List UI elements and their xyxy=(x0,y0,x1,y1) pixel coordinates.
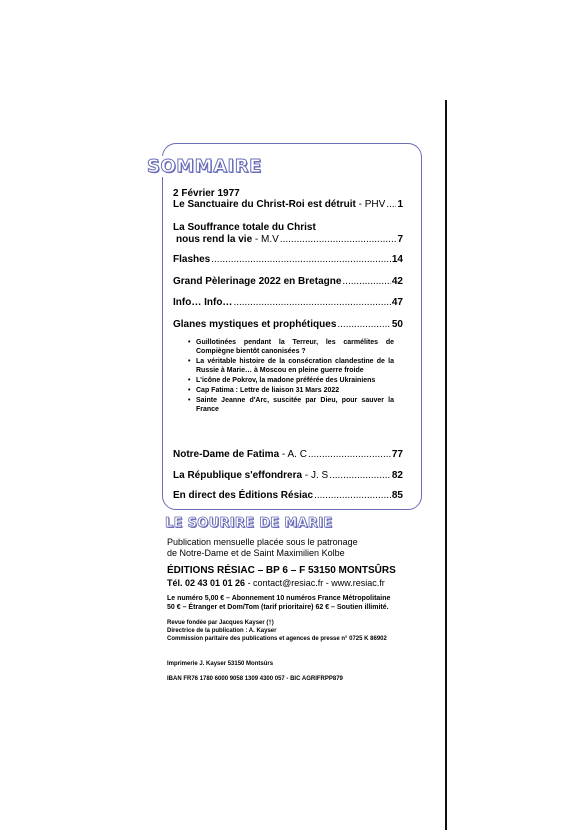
toc-entry-page: 50 xyxy=(391,319,403,330)
summary-title: SOMMAIRE xyxy=(143,156,266,177)
publisher-address: ÉDITIONS RÉSIAC – BP 6 – F 53150 MONTSÛRS xyxy=(167,565,396,576)
list-item: • Cap Fatima : Lettre de liaison 31 Mars 2022 xyxy=(188,386,394,395)
toc-entry-title: Glanes mystiques et prophétiques xyxy=(173,319,337,330)
magazine-subtitle: Publication mensuelle placée sous le patronage de Notre-Dame et de Saint Maximilien Kolbe xyxy=(167,537,358,558)
toc-entry-9[interactable] xyxy=(173,490,403,502)
printer-info: Imprimerie J. Kayser 53150 Montsûrs xyxy=(167,661,274,667)
toc-entry-page: 7 xyxy=(397,234,403,245)
toc-entry-8[interactable] xyxy=(173,470,403,482)
toc-entry-7[interactable] xyxy=(173,449,403,461)
toc-entry-1[interactable] xyxy=(173,199,403,211)
toc-entry-page: 1 xyxy=(397,199,403,210)
toc-entry-page: 42 xyxy=(391,276,403,287)
toc-entry-2[interactable] xyxy=(173,222,403,246)
summary-date-heading: 2 Février 1977 xyxy=(173,188,240,199)
toc-entry-5[interactable] xyxy=(173,297,403,309)
legal-info: Revue fondée par Jacques Kayser (†) Directrice de la publication : A. Kayser Commission paritaire des publications et agences de presse n° 0725 K 86902 xyxy=(167,620,387,642)
glanes-bullet-list xyxy=(188,338,394,415)
list-item: • Guillotinées pendant la Terreur, les carmélites de Compiègne bientôt canonisées ? xyxy=(188,338,394,356)
subscription-prices: Le numéro 5,00 € – Abonnement 10 numéros France Métropolitaine 50 € – Étranger et Dom/Tom (tarif prioritaire) 62 € – Soutien illimité. xyxy=(167,595,391,611)
toc-entry-title: Notre-Dame de Fatima - A. C xyxy=(173,449,307,460)
list-item: • La véritable histoire de la consécration clandestine de la Russie à Marie… à Moscou en pleine guerre froide xyxy=(188,357,394,375)
toc-entry-page: 47 xyxy=(391,297,403,308)
toc-entry-title: En direct des Éditions Résiac xyxy=(173,490,314,501)
toc-entry-title: Flashes xyxy=(173,254,211,265)
toc-entry-page: 82 xyxy=(391,470,403,481)
iban-info: IBAN FR76 1780 6000 9058 1309 4300 057 - BIC AGRIFRPP879 xyxy=(167,676,343,682)
list-item: • Sainte Jeanne d'Arc, suscitée par Dieu, pour sauver la France xyxy=(188,396,394,414)
toc-entry-title-line1: La Souffrance totale du Christ xyxy=(173,222,316,233)
toc-entry-title: La République s'effondrera - J. S xyxy=(173,470,329,481)
magazine-name: LE SOURIRE DE MARIE xyxy=(165,516,333,531)
publisher-contact: Tél. 02 43 01 01 26 - contact@resiac.fr - www.resiac.fr xyxy=(167,578,385,588)
list-item: • L'icône de Pokrov, la madone préférée des Ukrainiens xyxy=(188,376,394,385)
page-divider-line xyxy=(445,100,447,830)
toc-entry-title: nous rend la vie - M.V xyxy=(176,234,279,245)
toc-entry-page: 85 xyxy=(391,490,403,501)
toc-entry-6[interactable] xyxy=(173,319,403,331)
toc-entry-title: Info… Info… xyxy=(173,297,233,308)
toc-entry-3[interactable] xyxy=(173,254,403,266)
toc-entry-page: 77 xyxy=(391,449,403,460)
toc-entry-page: 14 xyxy=(391,254,403,265)
toc-entry-title: Grand Pèlerinage 2022 en Bretagne xyxy=(173,276,342,287)
toc-entry-4[interactable] xyxy=(173,276,403,288)
toc-entry-title: Le Sanctuaire du Christ-Roi est détruit - PHV xyxy=(173,199,386,210)
